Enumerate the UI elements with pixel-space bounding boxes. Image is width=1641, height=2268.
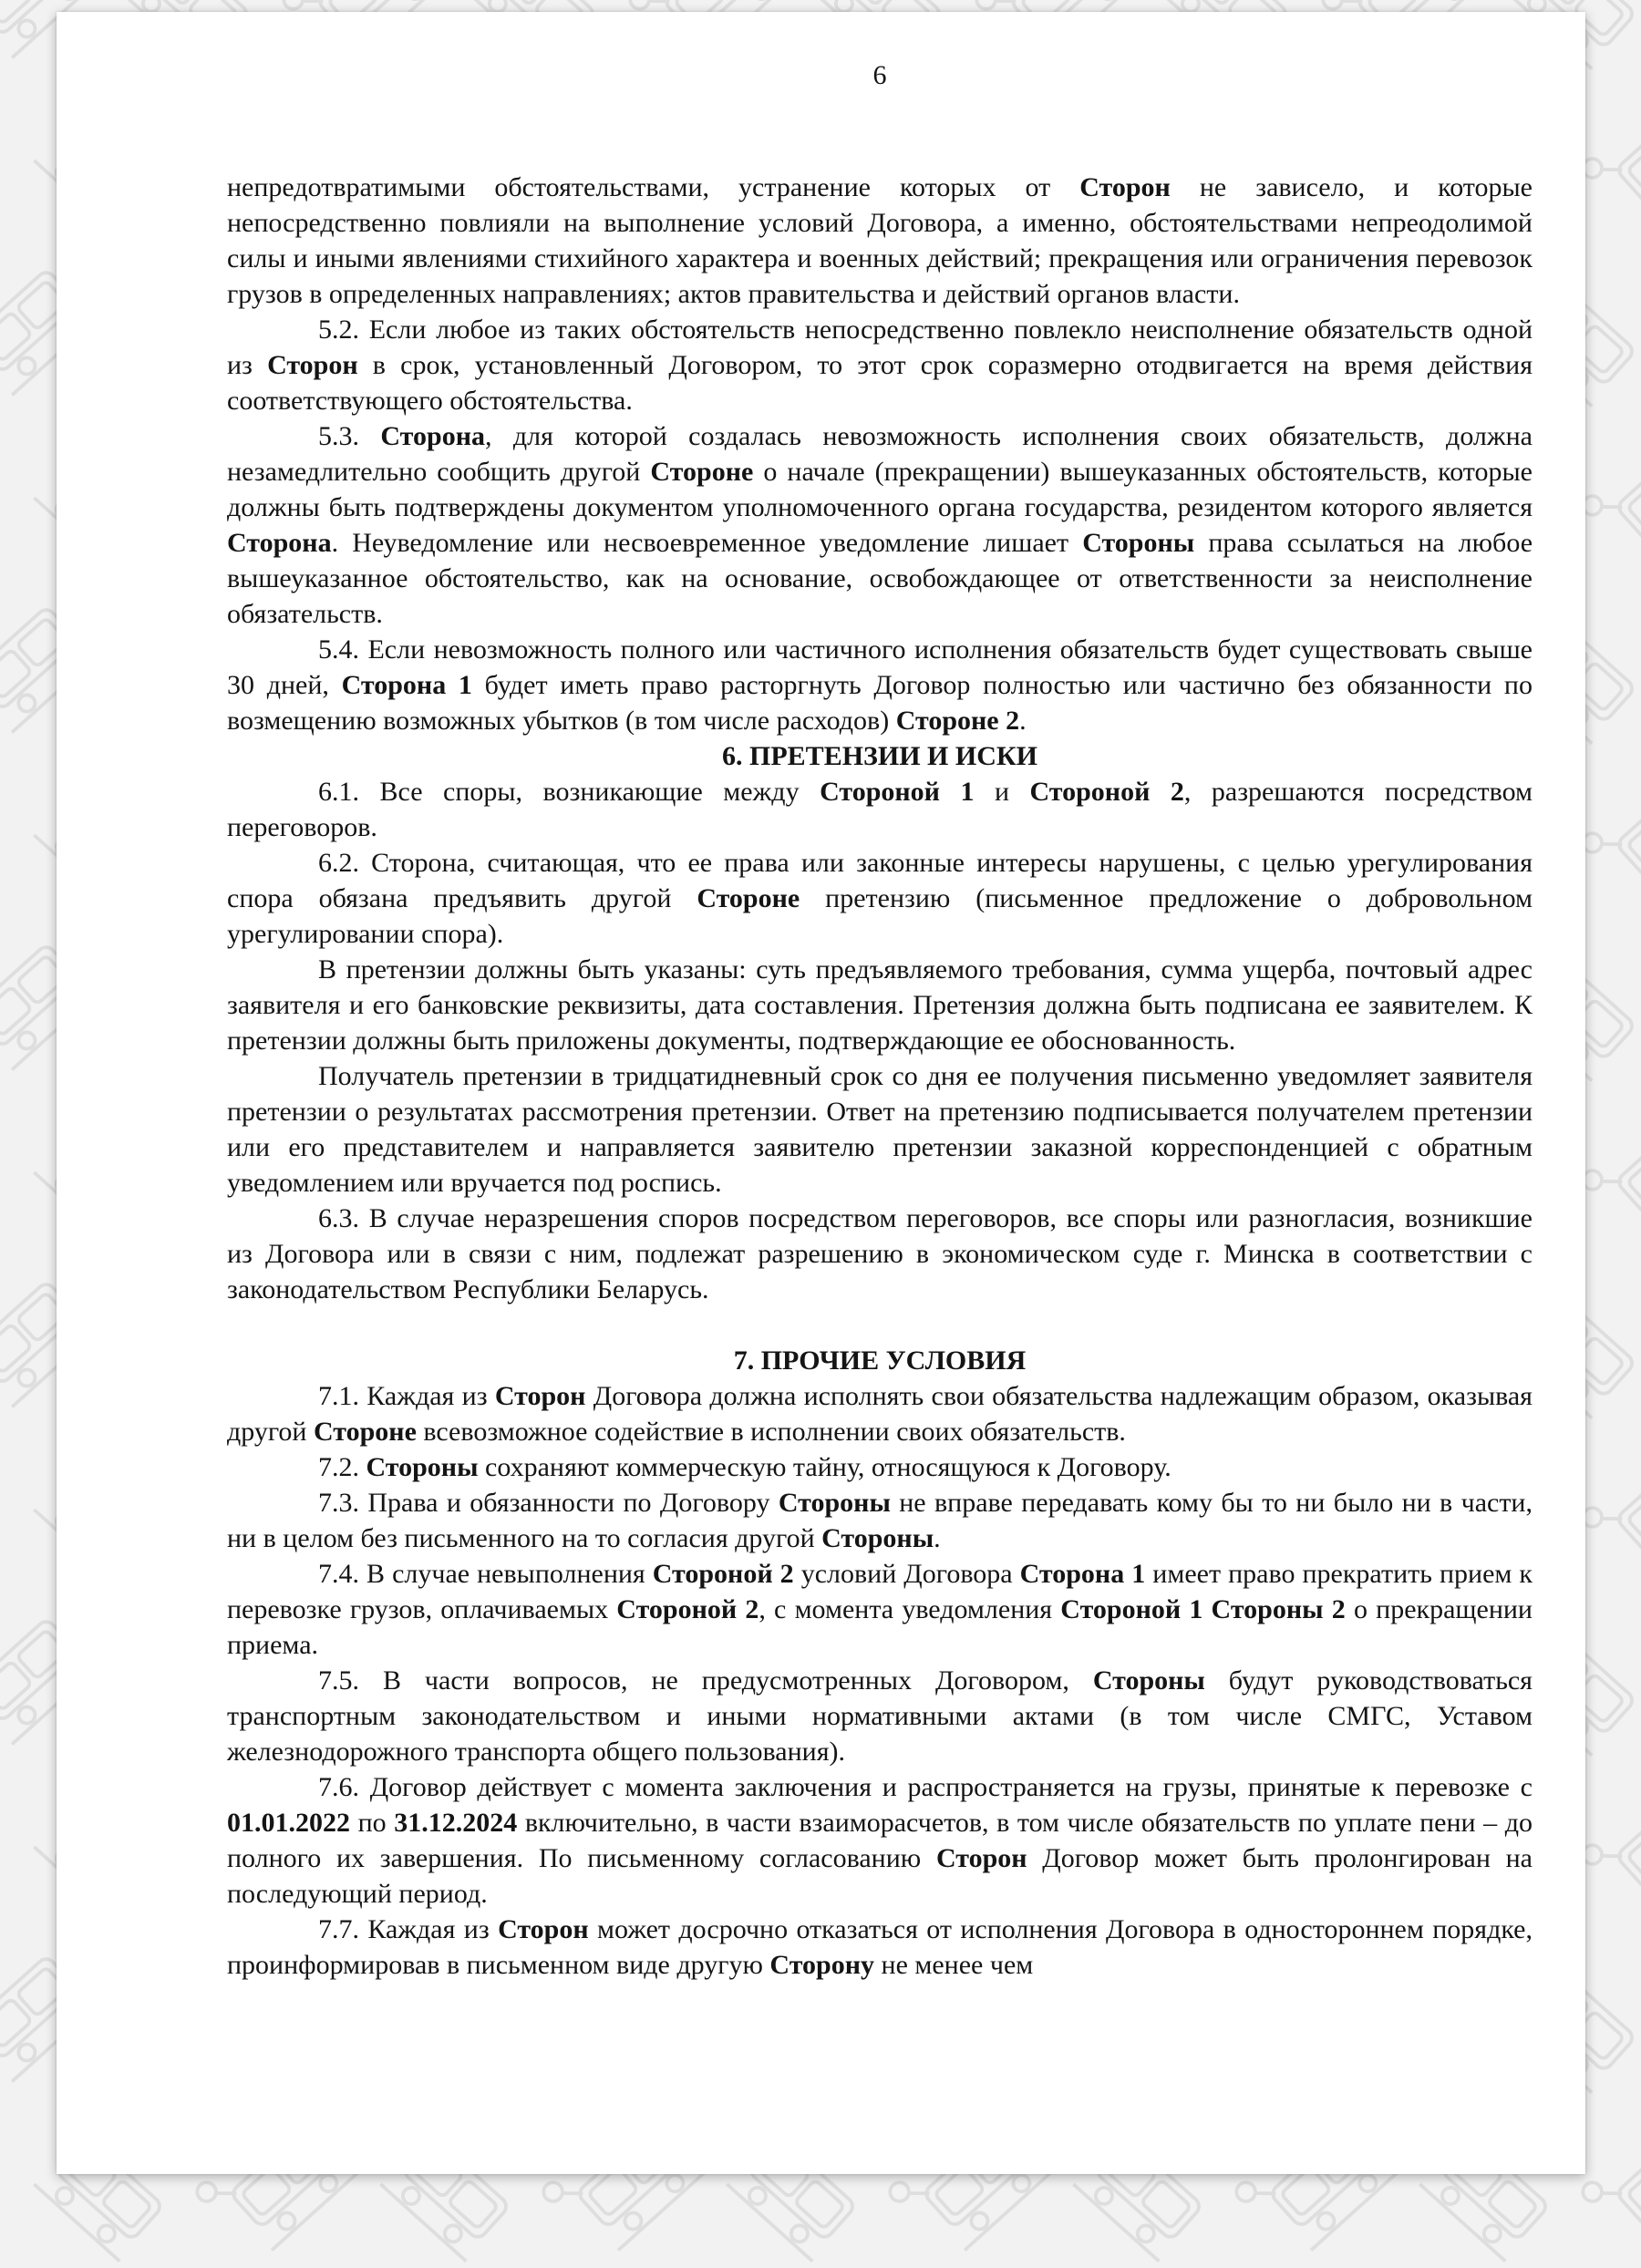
paragraph — [227, 170, 1533, 312]
section-heading — [227, 738, 1533, 774]
text-run-bold: Стороны — [821, 1523, 934, 1553]
page-body — [227, 170, 1533, 1983]
text-run-bold: 01.01.2022 — [227, 1808, 350, 1838]
text-run: по — [350, 1808, 395, 1838]
text-run-bold: Сторон — [935, 1843, 1027, 1873]
text-run: 7.2. — [318, 1452, 366, 1482]
text-run: о начале (прекращении) вышеуказанных обстоятельств, которые должны быть подтверждены документом уполномоченного органа государства, резидентом которого является — [227, 457, 1533, 522]
text-run: условий Договора — [793, 1559, 1020, 1589]
text-run: и — [974, 777, 1030, 807]
text-run-bold: Сторона 1 — [1019, 1559, 1146, 1589]
text-run: не зависело, и которые непосредственно повлияли на выполнение условий Договора, а именно, обстоятельствами непреодолимой силы и иными явлениями стихийного характера и военных действий; прекращения или ограничения перевозок грузов в определенных направлениях; актов правительства и действий органов власти. — [227, 172, 1533, 309]
text-run-bold: Стороной 1 Стороны 2 — [1060, 1594, 1346, 1624]
text-run: 5.3. — [318, 421, 381, 451]
watermark-cell — [1591, 779, 1641, 885]
text-run-bold: Сторону — [769, 1950, 875, 1980]
text-run: Договор может быть пролонгирован на последующий период. — [227, 1843, 1533, 1909]
paragraph — [227, 632, 1533, 738]
page-number: 6 — [872, 60, 887, 90]
text-run-bold: Стороной 2 — [1029, 777, 1184, 807]
text-run: , для которой создалась невозможность исполнения своих обязательств, должна незамедлительно сообщить другой — [227, 421, 1533, 487]
text-run: , с момента уведомления — [759, 1594, 1061, 1624]
text-run: может досрочно отказаться от исполнения Договора в одностороннем порядке, проинформировав в письменном виде другую — [227, 1914, 1533, 1980]
text-run: 6.1. Все споры, возникающие между — [318, 777, 820, 807]
text-run-bold: Сторон — [494, 1381, 586, 1411]
text-run-bold: Стороной 2 — [652, 1559, 794, 1589]
paragraph — [227, 1449, 1533, 1485]
paragraph — [227, 845, 1533, 952]
text-run: 7.6. Договор действует с момента заключения и распространяется на грузы, принятые к перевозке с — [318, 1772, 1533, 1802]
text-run-bold: Сторона 1 — [341, 670, 472, 700]
text-run: Договора должна исполнять свои обязательства надлежащим образом, оказывая другой — [227, 1381, 1533, 1447]
text-run-bold: Стороне 2 — [895, 706, 1020, 736]
text-run-bold: Стороне — [313, 1417, 417, 1447]
text-run: 7.4. В случае невыполнения — [318, 1559, 653, 1589]
text-run: не вправе передавать кому бы то ни было ни в части, ни в целом без письменного на то согласия другой — [227, 1488, 1533, 1553]
paragraph — [227, 1663, 1533, 1769]
text-run-bold: Стороне — [650, 457, 754, 487]
paragraph — [227, 418, 1533, 632]
watermark-cell — [1591, 105, 1641, 211]
text-run-bold: Стороны — [366, 1452, 479, 1482]
text-run: . — [1019, 706, 1027, 736]
text-run: непредотвратимыми обстоятельствами, устранение которых от — [227, 172, 1080, 202]
text-run: 6.3. В случае неразрешения споров посредством переговоров, все споры или разногласия, возникшие из Договора или в связи с ним, подлежат разрешению в экономическом суде г. Минска в соответствии с законодательством Республики Беларусь. — [227, 1203, 1533, 1304]
text-run-bold: Сторон — [1079, 172, 1171, 202]
text-run: . — [934, 1523, 941, 1553]
paragraph — [227, 1201, 1533, 1307]
text-run: права ссылаться на любое вышеуказанное обстоятельство, как на основание, освобождающее от ответственности за неисполнение обязательств. — [227, 528, 1533, 629]
document-page — [57, 12, 1585, 2174]
text-run: претензию (письменное предложение о добровольном урегулировании спора). — [227, 883, 1533, 949]
text-run-bold: Сторона — [227, 528, 332, 558]
text-run: в срок, установленный Договором, то этот срок соразмерно отодвигается на время действия соответствующего обстоятельства. — [227, 350, 1533, 416]
text-run: 7.1. Каждая из — [318, 1381, 495, 1411]
paragraph — [227, 1556, 1533, 1663]
text-run: 7.7. Каждая из — [318, 1914, 499, 1944]
text-run-bold: Стороны — [778, 1488, 891, 1518]
paragraph — [227, 312, 1533, 418]
watermark-cell — [1591, 1117, 1641, 1222]
text-run: имеет право прекратить прием к перевозке грузов, оплачиваемых — [227, 1559, 1533, 1624]
text-run: В претензии должны быть указаны: суть предъявляемого требования, сумма ущерба, почтовый адрес заявителя и его банковские реквизиты, дата составления. Претензия должна быть подписана ее заявителем. К претензии должны быть приложены документы, подтверждающие ее обоснованность. — [227, 954, 1533, 1056]
text-run-bold: Стороны — [1092, 1665, 1205, 1696]
paragraph — [227, 1485, 1533, 1556]
text-run-bold: Сторон — [498, 1914, 589, 1944]
paragraph — [227, 1058, 1533, 1201]
text-run: включительно, в части взаиморасчетов, в том числе обязательств по уплате пени – до полного их завершения. По письменному согласованию — [227, 1808, 1533, 1873]
text-run: не менее чем — [874, 1950, 1034, 1980]
watermark-cell — [1591, 1454, 1641, 1560]
text-run: сохраняют коммерческую тайну, относящуюся к Договору. — [478, 1452, 1171, 1482]
paragraph — [227, 952, 1533, 1058]
paragraph — [227, 1912, 1533, 1983]
section-heading — [227, 1343, 1533, 1378]
text-run-bold: 7. ПРОЧИЕ УСЛОВИЯ — [733, 1345, 1027, 1376]
text-run: Получатель претензии в тридцатидневный срок со дня ее получения письменно уведомляет заявителя претензии о результатах рассмотрения претензии. Ответ на претензию подписывается получателем претензии или его представителем и направляется заявителю претензии заказной корреспонденцией с обратным уведомлением или вручается под роспись. — [227, 1061, 1533, 1198]
text-run: 6.2. Сторона, считающая, что ее права или законные интересы нарушены, с целью урегулирования спора обязана предъявить другой — [227, 848, 1533, 913]
text-run: всевозможное содействие в исполнении своих обязательств. — [416, 1417, 1126, 1447]
text-run-bold: 6. ПРЕТЕНЗИИ И ИСКИ — [722, 741, 1037, 771]
text-run: будет иметь право расторгнуть Договор полностью или частично без обязанности по возмещению возможных убытков (в том числе расходов) — [227, 670, 1533, 736]
text-run: 7.5. В части вопросов, не предусмотренных Договором, — [318, 1665, 1093, 1696]
text-run: 5.4. Если невозможность полного или частичного исполнения обязательств будет существовать свыше 30 дней, — [227, 634, 1533, 700]
text-run: . Неуведомление или несвоевременное уведомление лишает — [331, 528, 1083, 558]
text-run-bold: Стороной 1 — [820, 777, 975, 807]
text-run: 7.3. Права и обязанности по Договору — [318, 1488, 779, 1518]
watermark-cell — [1591, 442, 1641, 548]
text-run-bold: Стороны — [1082, 528, 1195, 558]
text-run-bold: 31.12.2024 — [394, 1808, 518, 1838]
text-run: 5.2. Если любое из таких обстоятельств непосредственно повлекло неисполнение обязательств одной из — [227, 314, 1533, 380]
text-run: будут руководствоваться транспортным законодательством и иными нормативными актами (в том числе СМГС, Уставом железнодорожного транспорта общего пользования). — [227, 1665, 1533, 1767]
text-run-bold: Стороне — [697, 883, 800, 913]
paragraph — [227, 1378, 1533, 1449]
paragraph — [227, 774, 1533, 845]
watermark-cell — [1591, 2129, 1641, 2234]
text-run: о прекращении приема. — [227, 1594, 1533, 1660]
watermark-cell — [1591, 1791, 1641, 1897]
text-run-bold: Сторон — [267, 350, 358, 380]
text-run-bold: Сторона — [380, 421, 485, 451]
text-run-bold: Стороной 2 — [616, 1594, 759, 1624]
page-header — [227, 57, 1533, 93]
paragraph — [227, 1769, 1533, 1912]
text-run: , разрешаются посредством переговоров. — [227, 777, 1533, 842]
